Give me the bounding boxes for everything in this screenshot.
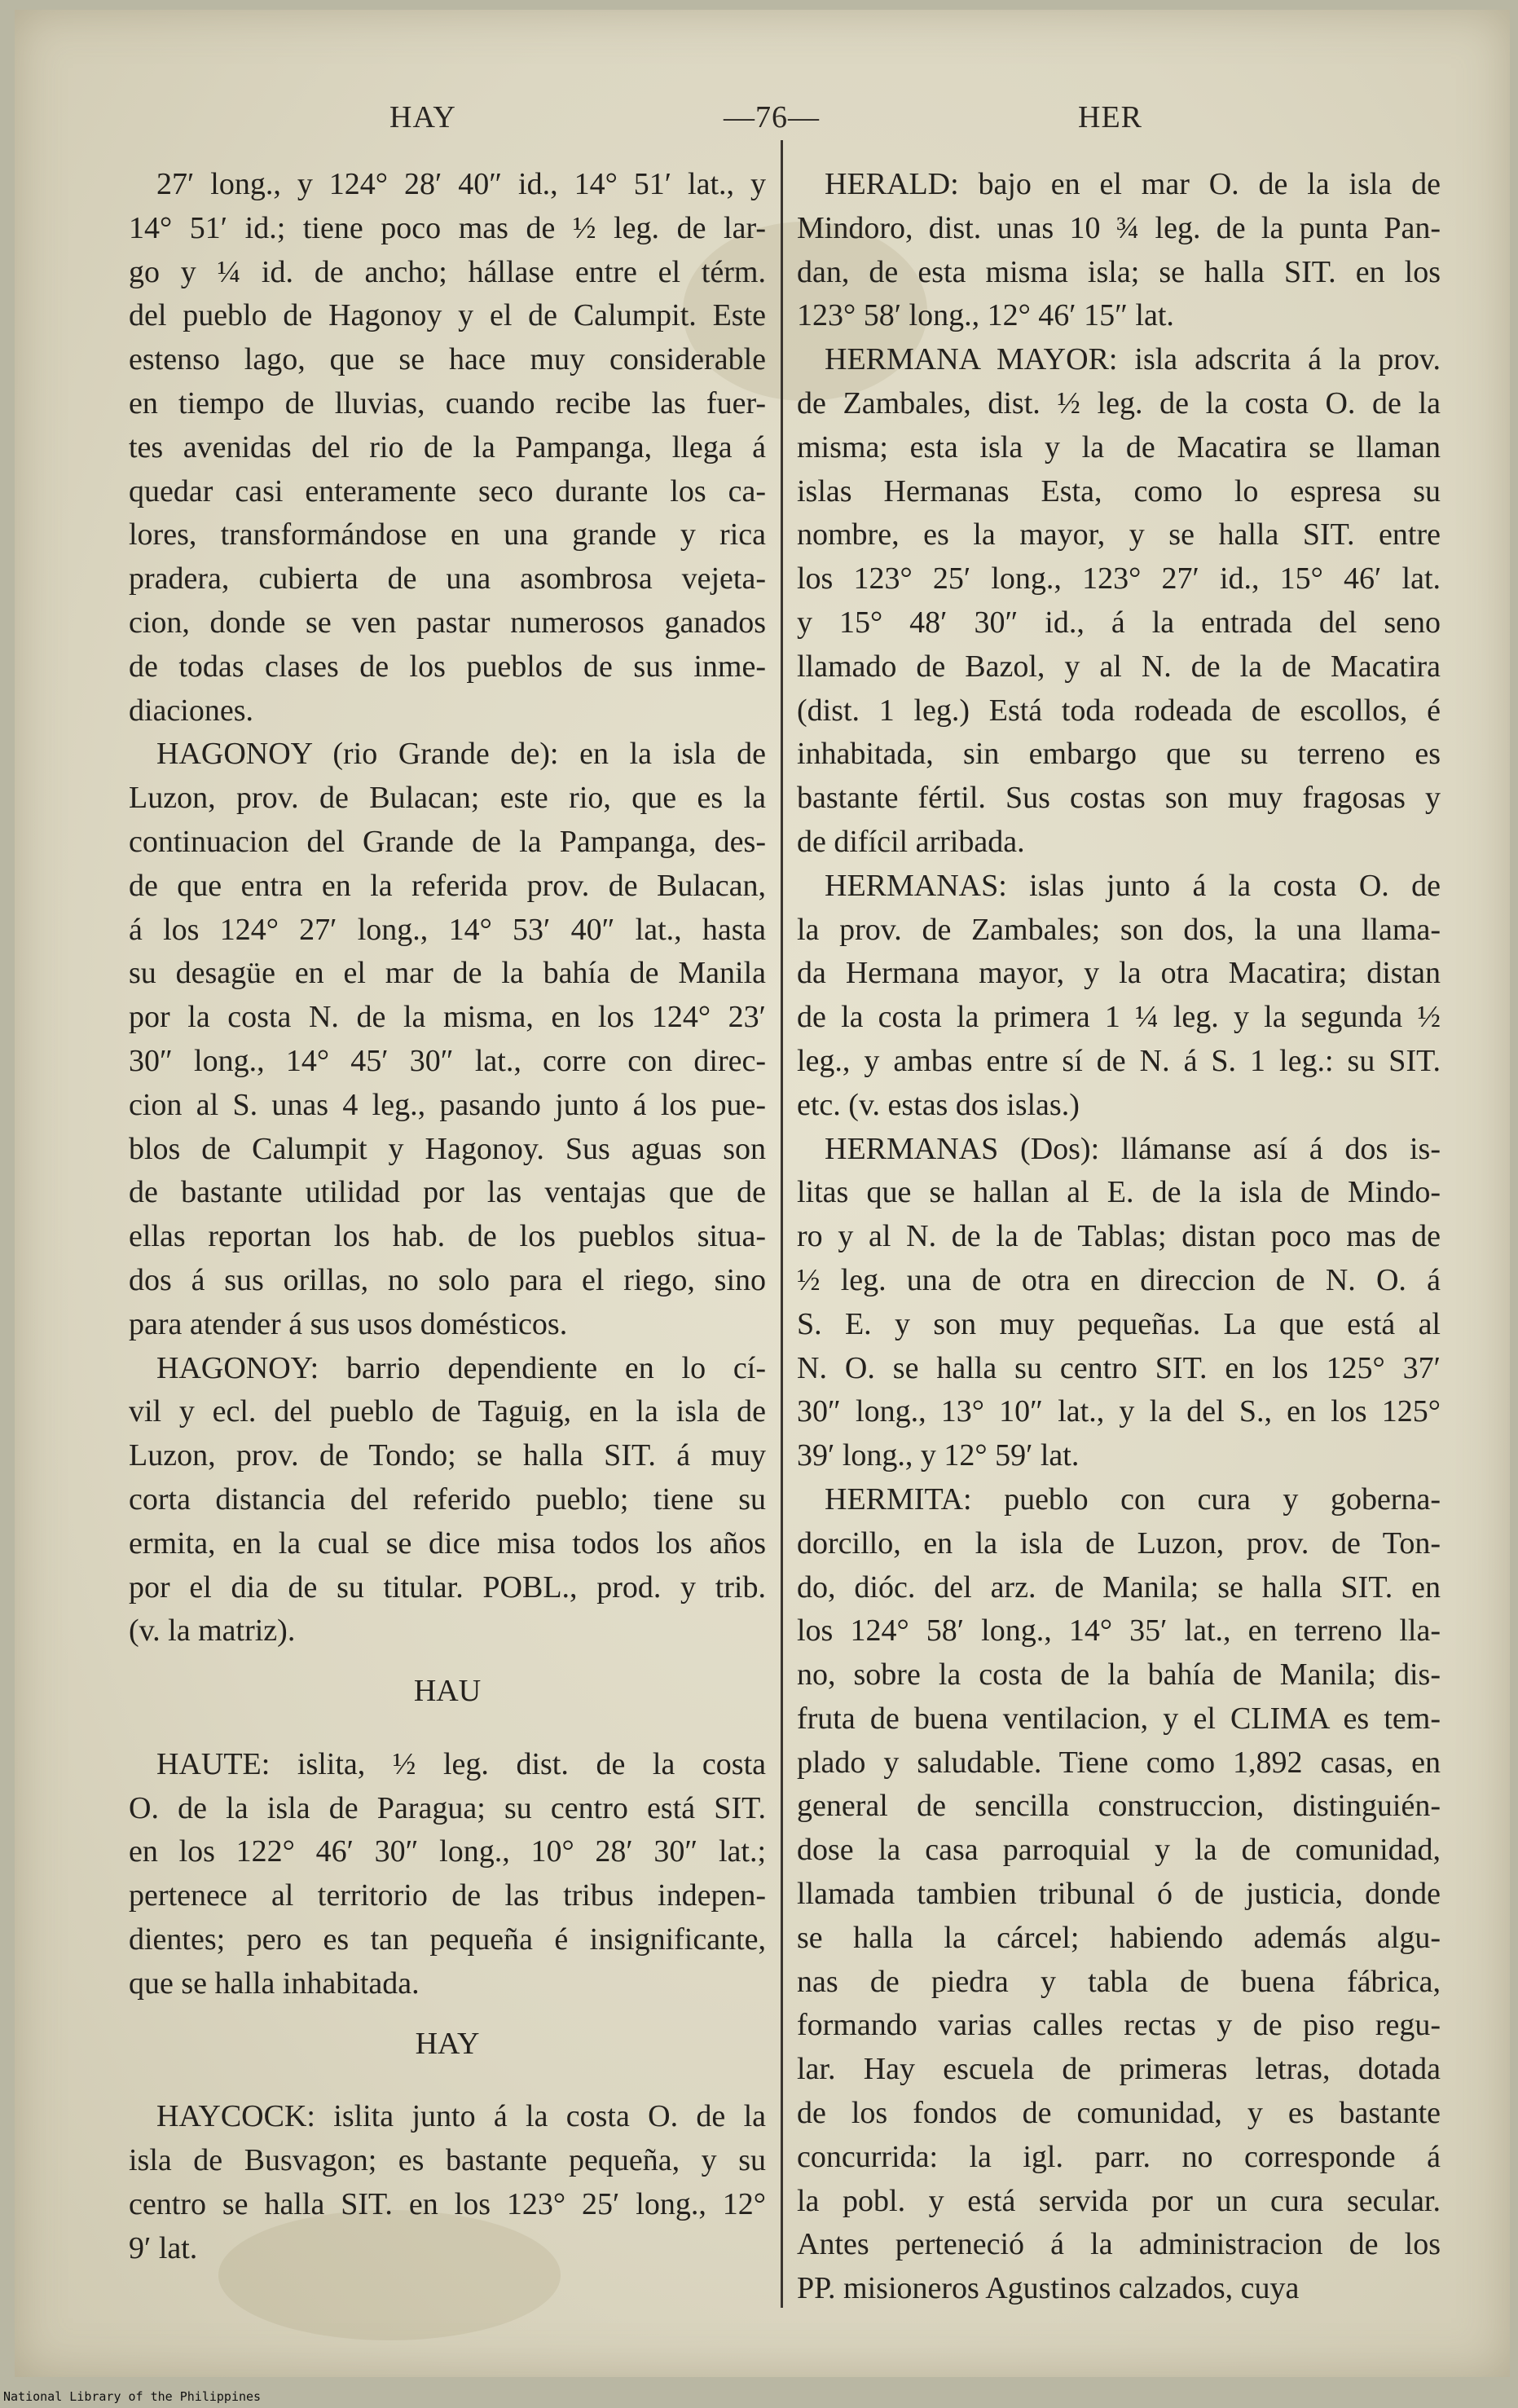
text-line: dan, de esta misma isla; se halla SIT. en los	[797, 254, 1441, 289]
text-line: llamado de Bazol, y al N. de la de Macatira	[797, 649, 1441, 684]
text-line: llamada tambien tribunal ó de justicia, donde	[797, 1877, 1441, 1912]
text-line: pradera, cubierta de una asombrosa vejeta-	[129, 561, 766, 596]
right-column	[797, 163, 1441, 2311]
text-line: litas que se hallan al E. de la isla de Mindo-	[797, 1175, 1441, 1210]
text-line: diaciones.	[129, 693, 254, 728]
text-line: la prov. de Zambales; son dos, la una llama-	[797, 912, 1441, 947]
entry-paragraph	[797, 163, 1441, 338]
text-line: HAUTE: islita, ½ leg. dist. de la costa	[156, 1746, 766, 1781]
text-line: de difícil arribada.	[797, 824, 1025, 859]
library-footer: National Library of the Philippines	[3, 2389, 262, 2404]
text-line: islas Hermanas Esta, como lo espresa su	[797, 473, 1441, 508]
text-line: vil y ecl. del pueblo de Taguig, en la isla de	[129, 1394, 766, 1429]
text-line: por el dia de su titular. POBL., prod. y trib.	[129, 1569, 766, 1605]
text-line: corta distancia del referido pueblo; tiene su	[129, 1481, 766, 1517]
text-line: HAGONOY: barrio dependiente en lo cí-	[156, 1350, 766, 1385]
text-line: del pueblo de Hagonoy y el de Calumpit. Este	[129, 298, 766, 333]
text-line: 27′ long., y 124° 28′ 40″ id., 14° 51′ lat., y	[156, 167, 766, 201]
text-line: de los fondos de comunidad, y es bastante	[797, 2096, 1441, 2131]
text-line: dose la casa parroquial y la de comunidad,	[797, 1833, 1441, 1868]
entry-paragraph	[129, 2095, 766, 2270]
text-line: de bastante utilidad por las ventajas que de	[129, 1175, 766, 1210]
section-heading: HAY	[415, 2026, 480, 2061]
text-line: leg., y ambas entre sí de N. á S. 1 leg.: su SIT.	[797, 1043, 1441, 1078]
text-line: Antes perteneció á la administracion de los	[797, 2227, 1441, 2262]
text-line: 123° 58′ long., 12° 46′ 15″ lat.	[797, 298, 1174, 333]
text-line: HERMANAS (Dos): llámanse así á dos is-	[825, 1131, 1441, 1166]
text-line: en los 122° 46′ 30″ long., 10° 28′ 30″ lat.;	[129, 1834, 766, 1869]
text-line: isla de Busvagon; es bastante pequeña, y su	[129, 2143, 766, 2178]
text-line: HERALD: bajo en el mar O. de la isla de	[825, 167, 1441, 201]
text-line: nas de piedra y tabla de buena fábrica,	[797, 1964, 1441, 1999]
text-line: centro se halla SIT. en los 123° 25′ long., 12°	[129, 2187, 766, 2222]
text-line: concurrida: la igl. parr. no corresponde á	[797, 2139, 1441, 2174]
text-line: blos de Calumpit y Hagonoy. Sus aguas son	[129, 1131, 766, 1166]
entry-paragraph	[797, 1478, 1441, 2311]
text-line: estenso lago, que se hace muy considerable	[129, 342, 766, 377]
text-line: 30″ long., 13° 10″ lat., y la del S., en los 125°	[797, 1394, 1441, 1429]
text-line: quedar casi enteramente seco durante los ca-	[129, 473, 766, 508]
text-line: (v. la matriz).	[129, 1613, 296, 1649]
text-line: á los 124° 27′ long., 14° 53′ 40″ lat., hasta	[129, 912, 766, 947]
text-line: 30″ long., 14° 45′ 30″ lat., corre con direc-	[129, 1043, 766, 1078]
text-line: de todas clases de los pueblos de sus inme-	[129, 649, 766, 684]
text-line: fruta de buena ventilacion, y el CLIMA es tem-	[797, 1701, 1441, 1736]
book-page	[15, 10, 1510, 2377]
text-line: que se halla inhabitada.	[129, 1966, 420, 2001]
text-line: dorcillo, en la isla de Luzon, prov. de Ton-	[797, 1525, 1441, 1561]
text-line: go y ¼ id. de ancho; hállase entre el térm.	[129, 254, 766, 289]
section-heading: HAU	[413, 1674, 482, 1709]
text-line: se halla la cárcel; habiendo además algu-	[797, 1920, 1441, 1955]
text-line: 39′ long., y 12° 59′ lat.	[797, 1438, 1080, 1473]
text-line: bastante fértil. Sus costas son muy fragosas y	[797, 781, 1441, 816]
entry-paragraph	[797, 338, 1441, 865]
header-right-guide-word: HER	[1078, 100, 1142, 134]
text-line: Luzon, prov. de Tondo; se halla SIT. á muy	[129, 1438, 766, 1473]
text-line: los 124° 58′ long., 14° 35′ lat., en terreno lla-	[797, 1613, 1441, 1649]
text-line: ermita, en la cual se dice misa todos los años	[129, 1525, 766, 1561]
text-line: no, sobre la costa de la bahía de Manila; dis-	[797, 1657, 1441, 1693]
text-line: (dist. 1 leg.) Está toda rodeada de escollos, é	[797, 693, 1441, 728]
header-left-guide-word: HAY	[389, 100, 456, 134]
text-line: por la costa N. de la misma, en los 124° 23′	[129, 1000, 766, 1035]
text-line: PP. misioneros Agustinos calzados, cuya	[797, 2271, 1300, 2306]
text-line: HERMANA MAYOR: isla adscrita á la prov.	[825, 342, 1441, 377]
entry-paragraph	[129, 163, 766, 733]
text-line: S. E. y son muy pequeñas. La que está al	[797, 1306, 1441, 1341]
left-column	[129, 163, 766, 2271]
text-line: ½ leg. una de otra en direccion de N. O. á	[797, 1262, 1441, 1297]
text-line: HAGONOY (rio Grande de): en la isla de	[156, 737, 766, 772]
text-line: ro y al N. de la de Tablas; distan poco mas de	[797, 1219, 1441, 1254]
text-line: 9′ lat.	[129, 2230, 198, 2265]
text-line: dientes; pero es tan pequeña é insignificante,	[129, 1922, 766, 1957]
text-line: da Hermana mayor, y la otra Macatira; distan	[797, 956, 1441, 991]
text-line: dos á sus orillas, no solo para el riego, sino	[129, 1262, 766, 1297]
entry-paragraph	[129, 1743, 766, 2006]
text-line: 14° 51′ id.; tiene poco mas de ½ leg. de lar-	[129, 210, 766, 245]
text-line: ellas reportan los hab. de los pueblos situa-	[129, 1219, 766, 1254]
text-line: formando varias calles rectas y de piso regu-	[797, 2008, 1441, 2043]
entry-paragraph	[129, 1347, 766, 1654]
entry-paragraph	[129, 733, 766, 1346]
text-line: la pobl. y está servida por un cura secular.	[797, 2183, 1441, 2218]
text-line: y 15° 48′ 30″ id., á la entrada del seno	[797, 605, 1441, 640]
text-line: HERMANAS: islas junto á la costa O. de	[825, 868, 1441, 903]
text-line: inhabitada, sin embargo que su terreno es	[797, 737, 1441, 772]
text-line: general de sencilla construccion, distinguién-	[797, 1789, 1441, 1824]
text-line: do, dióc. del arz. de Manila; se halla SIT. en	[797, 1569, 1441, 1605]
text-line: para atender á sus usos domésticos.	[129, 1306, 568, 1341]
column-divider	[781, 140, 783, 2308]
text-line: nombre, es la mayor, y se halla SIT. entre	[797, 517, 1441, 552]
text-line: Mindoro, dist. unas 10 ¾ leg. de la punta Pan-	[797, 210, 1441, 245]
text-line: de Zambales, dist. ½ leg. de la costa O. de la	[797, 385, 1441, 420]
text-line: HAYCOCK: islita junto á la costa O. de la	[156, 2099, 766, 2134]
running-header	[15, 99, 1510, 156]
text-line: O. de la isla de Paragua; su centro está SIT.	[129, 1790, 766, 1825]
text-line: de que entra en la referida prov. de Bulacan,	[129, 868, 766, 903]
text-line: lar. Hay escuela de primeras letras, dotada	[797, 2052, 1441, 2087]
text-line: cion, donde se ven pastar numerosos ganados	[129, 605, 766, 640]
text-line: cion al S. unas 4 leg., pasando junto á los pue-	[129, 1087, 766, 1122]
text-line: tes avenidas del rio de la Pampanga, llega á	[129, 429, 766, 464]
text-line: en tiempo de lluvias, cuando recibe las fuer-	[129, 385, 766, 420]
text-line: HERMITA: pueblo con cura y goberna-	[825, 1481, 1441, 1517]
text-line: de la costa la primera 1 ¼ leg. y la segunda ½	[797, 1000, 1441, 1035]
entry-paragraph	[797, 1128, 1441, 1478]
text-line: etc. (v. estas dos islas.)	[797, 1087, 1080, 1122]
text-line: misma; esta isla y la de Macatira se llaman	[797, 429, 1441, 464]
text-line: pertenece al territorio de las tribus indepen-	[129, 1878, 766, 1913]
text-line: N. O. se halla su centro SIT. en los 125° 37′	[797, 1350, 1441, 1385]
text-line: Luzon, prov. de Bulacan; este rio, que es la	[129, 781, 766, 816]
page-number: —76—	[724, 100, 820, 134]
entry-paragraph	[797, 865, 1441, 1128]
text-line: los 123° 25′ long., 123° 27′ id., 15° 46′ lat.	[797, 561, 1441, 596]
text-line: continuacion del Grande de la Pampanga, des-	[129, 824, 766, 859]
text-line: lores, transformándose en una grande y rica	[129, 517, 766, 552]
text-line: su desagüe en el mar de la bahía de Manila	[129, 956, 766, 991]
text-line: plado y saludable. Tiene como 1,892 casas, en	[797, 1745, 1441, 1780]
